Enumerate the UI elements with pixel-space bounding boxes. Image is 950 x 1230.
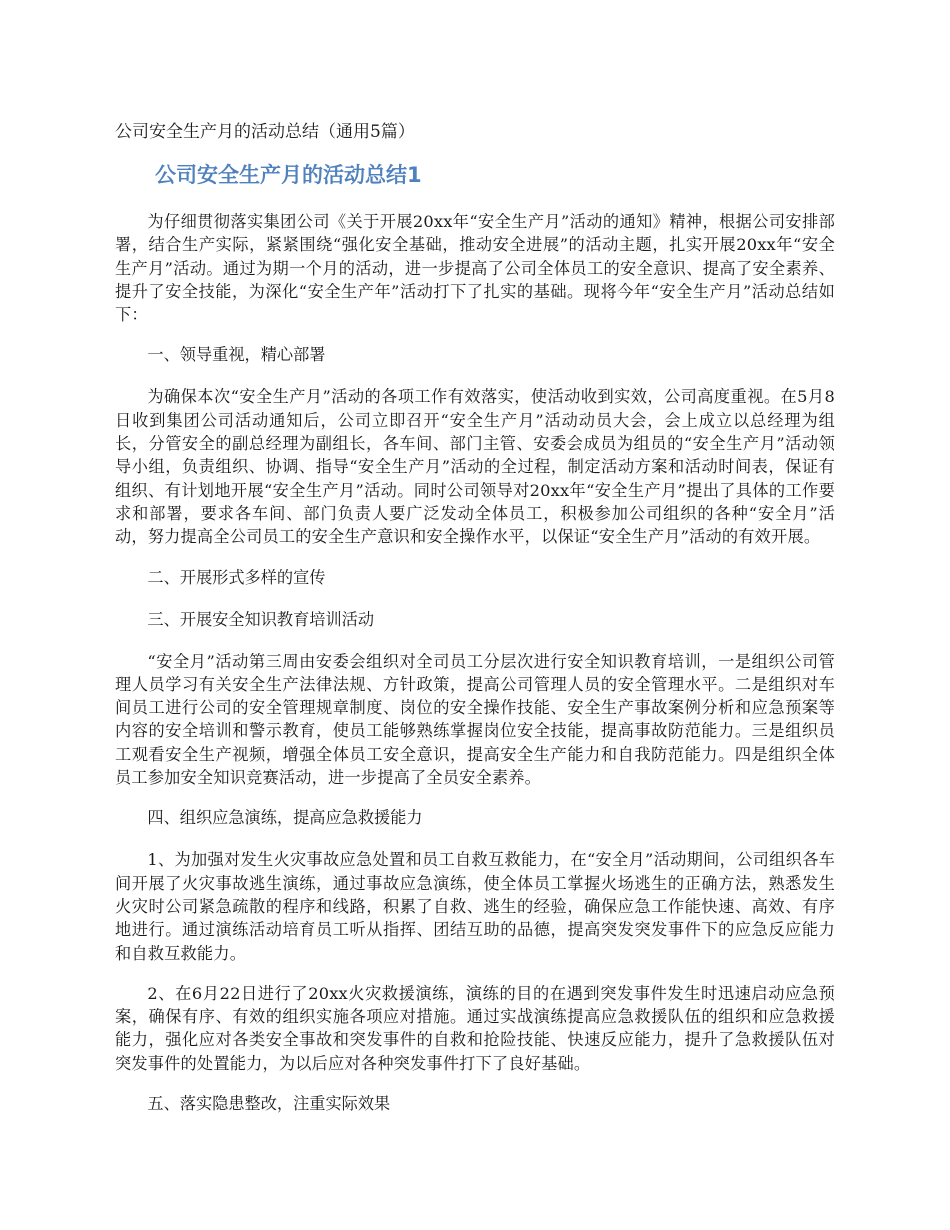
drill-paragraph-1: 1、为加强对发生火灾事故应急处置和员工自救互救能力，在“安全月”活动期间，公司组织各车间开展了火灾事故逃生演练，通过事故应急演练，使全体员工掌握火场逃生的正确方法，熟悉发生火灾时公司紧急疏散的程序和线路，积累了自救、逃生的经验，确保应急工作能快速、高效、有序地进行。通过演练活动培育员工听从指挥、团结互助的品德，提高突发突发事件下的应急反应能力和自救互救能力。 [115,850,835,963]
subheading-publicity: 二、开展形式多样的宣传 [147,567,326,587]
intro-paragraph: 为仔细贯彻落实集团公司《关于开展20xx年“安全生产月”活动的通知》精神，根据公司安排部署，结合生产实际，紧紧围绕“强化安全基础，推动安全进展”的活动主题，扎实开展20xx年“安全生产月”活动。通过为期一个月的活动，进一步提高了公司全体员工的安全意识、提高了安全素养、提升了安全技能，为深化“安全生产年”活动打下了扎实的基础。现将今年“安全生产月”活动总结如下： [115,212,835,325]
training-paragraph: “安全月”活动第三周由安委会组织对全司员工分层次进行安全知识教育培训，一是组织公司管理人员学习有关安全生产法律法规、方针政策，提高公司管理人员的安全管理水平。二是组织对车间员工进行公司的安全管理规章制度、岗位的安全操作技能、安全生产事故案例分析和应急预案等内容的安全培训和警示教育，使员工能够熟练掌握岗位安全技能，提高事故防范能力。三是组织员工观看安全生产视频，增强全体员工安全意识，提高安全生产能力和自我防范能力。四是组织全体员工参加安全知识竞赛活动，进一步提高了全员安全素养。 [115,651,835,788]
document-page [115,118,835,1134]
leadership-paragraph: 为确保本次“安全生产月”活动的各项工作有效落实，使活动收到实效，公司高度重视。在5月8日收到集团公司活动通知后，公司立即召开“安全生产月”活动动员大会，会上成立以总经理为组长，分管安全的副总经理为副组长，各车间、部门主管、安委会成员为组员的“安全生产月”活动领导小组，负责组织、协调、指导“安全生产月”活动的全过程，制定活动方案和活动时间表，保证有组织、有计划地开展“安全生产月”活动。同时公司领导对20xx年“安全生产月”提出了具体的工作要求和部署，要求各车间、部门负责人要广泛发动全体员工，积极参加公司组织的各种“安全月”活动，努力提高全公司员工的安全生产意识和安全操作水平，以保证“安全生产月”活动的有效开展。 [115,387,835,547]
subheading-hazards: 五、落实隐患整改，注重实际效果 [147,1094,391,1114]
subheading-drills: 四、组织应急演练，提高应急救援能力 [147,808,423,828]
document-title: 公司安全生产月的活动总结（通用5篇） [115,122,415,142]
subheading-training: 三、开展安全知识教育培训活动 [147,609,375,629]
section-heading: 公司安全生产月的活动总结1 [155,163,422,187]
drill-paragraph-2: 2、在6月22日进行了20xx火灾救援演练，演练的目的在遇到突发事件发生时迅速启动应急预案，确保有序、有效的组织实施各项应对措施。通过实战演练提高应急救援队伍的组织和应急救援能力，强化应对各类安全事故和突发事件的自救和抢险技能、快速反应能力，提升了急救援队伍对突发事件的处置能力，为以后应对各种突发事件打下了良好基础。 [115,983,835,1073]
subheading-leadership: 一、领导重视，精心部署 [147,345,326,365]
